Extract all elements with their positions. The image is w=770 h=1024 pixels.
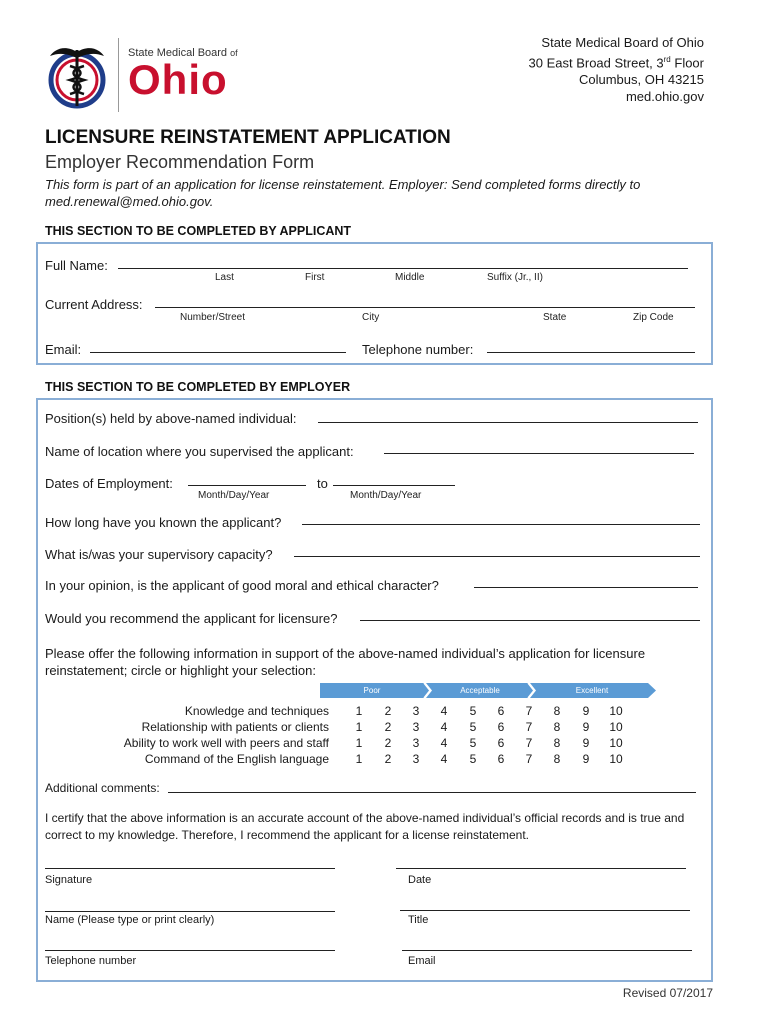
address-line: 30 East Broad Street, 3rd Floor bbox=[528, 55, 704, 71]
skill-label: Ability to work well with peers and staff bbox=[123, 736, 329, 750]
position-label: Position(s) held by above-named individual: bbox=[45, 411, 297, 426]
board-address bbox=[529, 34, 705, 105]
email-sig-label: Email bbox=[408, 955, 436, 967]
rating-option[interactable]: 2 bbox=[384, 704, 392, 718]
telephone-field[interactable] bbox=[45, 950, 335, 951]
rating-option[interactable]: 5 bbox=[469, 736, 477, 750]
known-label: How long have you known the applicant? bbox=[45, 515, 282, 530]
address-part-state: State bbox=[543, 312, 567, 323]
page-subtitle: Employer Recommendation Form bbox=[45, 152, 315, 172]
rating-option[interactable]: 10 bbox=[609, 752, 623, 766]
address-part-zip: Zip Code bbox=[633, 312, 674, 323]
rating-option[interactable]: 6 bbox=[497, 704, 505, 718]
rating-option[interactable]: 10 bbox=[609, 704, 623, 718]
rating-option[interactable]: 3 bbox=[412, 736, 420, 750]
position-field[interactable] bbox=[318, 422, 698, 423]
rating-option[interactable]: 4 bbox=[440, 704, 448, 718]
phone-field[interactable] bbox=[487, 352, 695, 353]
address-line: Columbus, OH 43215 bbox=[578, 72, 704, 88]
rating-option[interactable]: 9 bbox=[582, 752, 590, 766]
name-part-middle: Middle bbox=[395, 272, 425, 283]
skill-label: Relationship with patients or clients bbox=[141, 720, 329, 734]
rating-option[interactable]: 10 bbox=[609, 720, 623, 734]
rating-option[interactable]: 1 bbox=[355, 752, 363, 766]
rating-option[interactable]: 10 bbox=[609, 736, 623, 750]
known-field[interactable] bbox=[302, 524, 700, 525]
name-field[interactable] bbox=[45, 911, 335, 912]
logo-ohio-word: Ohio bbox=[128, 56, 228, 103]
intro-text: This form is part of an application for license reinstatement. Employer: Send completed forms directly to med.renewal@med.ohio.gov. bbox=[45, 177, 641, 209]
capacity-field[interactable] bbox=[294, 556, 700, 557]
logo-of: of bbox=[230, 48, 238, 58]
address-line: State Medical Board of Ohio bbox=[541, 35, 704, 50]
logo bbox=[46, 38, 256, 112]
rating-option[interactable]: 9 bbox=[582, 704, 590, 718]
start-date-field[interactable] bbox=[188, 485, 306, 486]
rating-option[interactable]: 6 bbox=[497, 720, 505, 734]
end-date-field[interactable] bbox=[333, 485, 455, 486]
date-field[interactable] bbox=[396, 868, 686, 869]
rating-option[interactable]: 3 bbox=[412, 752, 420, 766]
dates-to: to bbox=[317, 476, 328, 491]
rating-scale-bar bbox=[320, 683, 656, 698]
moral-label: In your opinion, is the applicant of good moral and ethical character? bbox=[45, 578, 439, 593]
signature-field[interactable] bbox=[45, 868, 335, 869]
name-part-first: First bbox=[305, 272, 325, 283]
rating-option[interactable]: 5 bbox=[469, 704, 477, 718]
skill-label: Knowledge and techniques bbox=[184, 704, 329, 718]
email-sig-field[interactable] bbox=[402, 950, 692, 951]
revision-date: Revised 07/2017 bbox=[622, 986, 713, 1000]
title-field[interactable] bbox=[400, 910, 690, 911]
logo-divider bbox=[118, 38, 119, 112]
scale-label-excellent: Excellent bbox=[575, 686, 609, 695]
name-part-last: Last bbox=[215, 272, 234, 283]
recommend-label: Would you recommend the applicant for licensure? bbox=[45, 611, 338, 626]
rating-option[interactable]: 4 bbox=[440, 752, 448, 766]
address-label: Current Address: bbox=[45, 297, 143, 312]
title-label: Title bbox=[408, 914, 429, 926]
page-title: LICENSURE REINSTATEMENT APPLICATION bbox=[45, 127, 451, 148]
address-field[interactable] bbox=[155, 307, 695, 308]
address-website[interactable]: med.ohio.gov bbox=[625, 89, 704, 105]
telephone-label: Telephone number bbox=[45, 955, 137, 967]
moral-field[interactable] bbox=[474, 587, 698, 588]
rating-option[interactable]: 8 bbox=[553, 752, 561, 766]
rating-option[interactable]: 9 bbox=[582, 736, 590, 750]
rating-option[interactable]: 2 bbox=[384, 736, 392, 750]
start-date-hint: Month/Day/Year bbox=[198, 490, 270, 501]
phone-label: Telephone number: bbox=[362, 342, 474, 357]
name-part-suffix: Suffix (Jr., II) bbox=[487, 272, 543, 283]
applicant-heading: THIS SECTION TO BE COMPLETED BY APPLICANT bbox=[45, 224, 352, 238]
logo-board-text: State Medical Board of bbox=[128, 47, 238, 59]
rating-option[interactable]: 9 bbox=[582, 720, 590, 734]
full-name-label: Full Name: bbox=[45, 258, 108, 273]
rating-option[interactable]: 3 bbox=[412, 704, 420, 718]
rating-option[interactable]: 7 bbox=[525, 720, 533, 734]
rating-option[interactable]: 2 bbox=[384, 720, 392, 734]
rating-intro: Please offer the following information in support of the above-named individual’s application for licensure reinstatement; circle or highlight your selection: bbox=[45, 646, 646, 678]
rating-option[interactable]: 2 bbox=[384, 752, 392, 766]
dates-label: Dates of Employment: bbox=[45, 476, 173, 491]
scale-label-poor: Poor bbox=[363, 686, 381, 695]
location-field[interactable] bbox=[384, 453, 694, 454]
rating-option[interactable]: 7 bbox=[525, 752, 533, 766]
rating-option[interactable]: 8 bbox=[553, 736, 561, 750]
rating-option[interactable]: 1 bbox=[355, 704, 363, 718]
comments-field[interactable] bbox=[168, 792, 696, 793]
scale-label-acceptable: Acceptable bbox=[460, 686, 500, 695]
rating-option[interactable]: 1 bbox=[355, 736, 363, 750]
rating-option[interactable]: 7 bbox=[525, 704, 533, 718]
rating-option[interactable]: 4 bbox=[440, 736, 448, 750]
end-date-hint: Month/Day/Year bbox=[350, 490, 422, 501]
name-label: Name (Please type or print clearly) bbox=[45, 914, 215, 926]
rating-option[interactable]: 1 bbox=[355, 720, 363, 734]
address-part-city: City bbox=[362, 312, 380, 323]
employer-heading: THIS SECTION TO BE COMPLETED BY EMPLOYER bbox=[45, 380, 351, 394]
rating-option[interactable]: 6 bbox=[497, 736, 505, 750]
full-name-field[interactable] bbox=[118, 268, 688, 269]
rating-option[interactable]: 3 bbox=[412, 720, 420, 734]
rating-option[interactable]: 4 bbox=[440, 720, 448, 734]
rating-option[interactable]: 8 bbox=[553, 720, 561, 734]
location-label: Name of location where you supervised the applicant: bbox=[45, 444, 354, 459]
address-part-street: Number/Street bbox=[180, 312, 246, 323]
recommend-field[interactable] bbox=[360, 620, 700, 621]
rating-option[interactable]: 6 bbox=[497, 752, 505, 766]
rating-option[interactable]: 8 bbox=[553, 704, 561, 718]
email-field[interactable] bbox=[90, 352, 346, 353]
rating-option[interactable]: 5 bbox=[469, 752, 477, 766]
comments-label: Additional comments: bbox=[45, 781, 160, 795]
skill-label: Command of the English language bbox=[144, 752, 329, 766]
signature-label: Signature bbox=[45, 874, 93, 886]
email-label: Email: bbox=[45, 342, 82, 357]
date-label: Date bbox=[408, 874, 432, 886]
capacity-label: What is/was your supervisory capacity? bbox=[45, 547, 273, 562]
caduceus-seal-icon bbox=[46, 42, 108, 110]
rating-option[interactable]: 5 bbox=[469, 720, 477, 734]
certify-text: I certify that the above information is an accurate account of the above-named individual’s official records and is true and correct to my knowledge. Therefore, I recommend the applicant for a license reinstatement. bbox=[45, 811, 685, 842]
rating-option[interactable]: 7 bbox=[525, 736, 533, 750]
